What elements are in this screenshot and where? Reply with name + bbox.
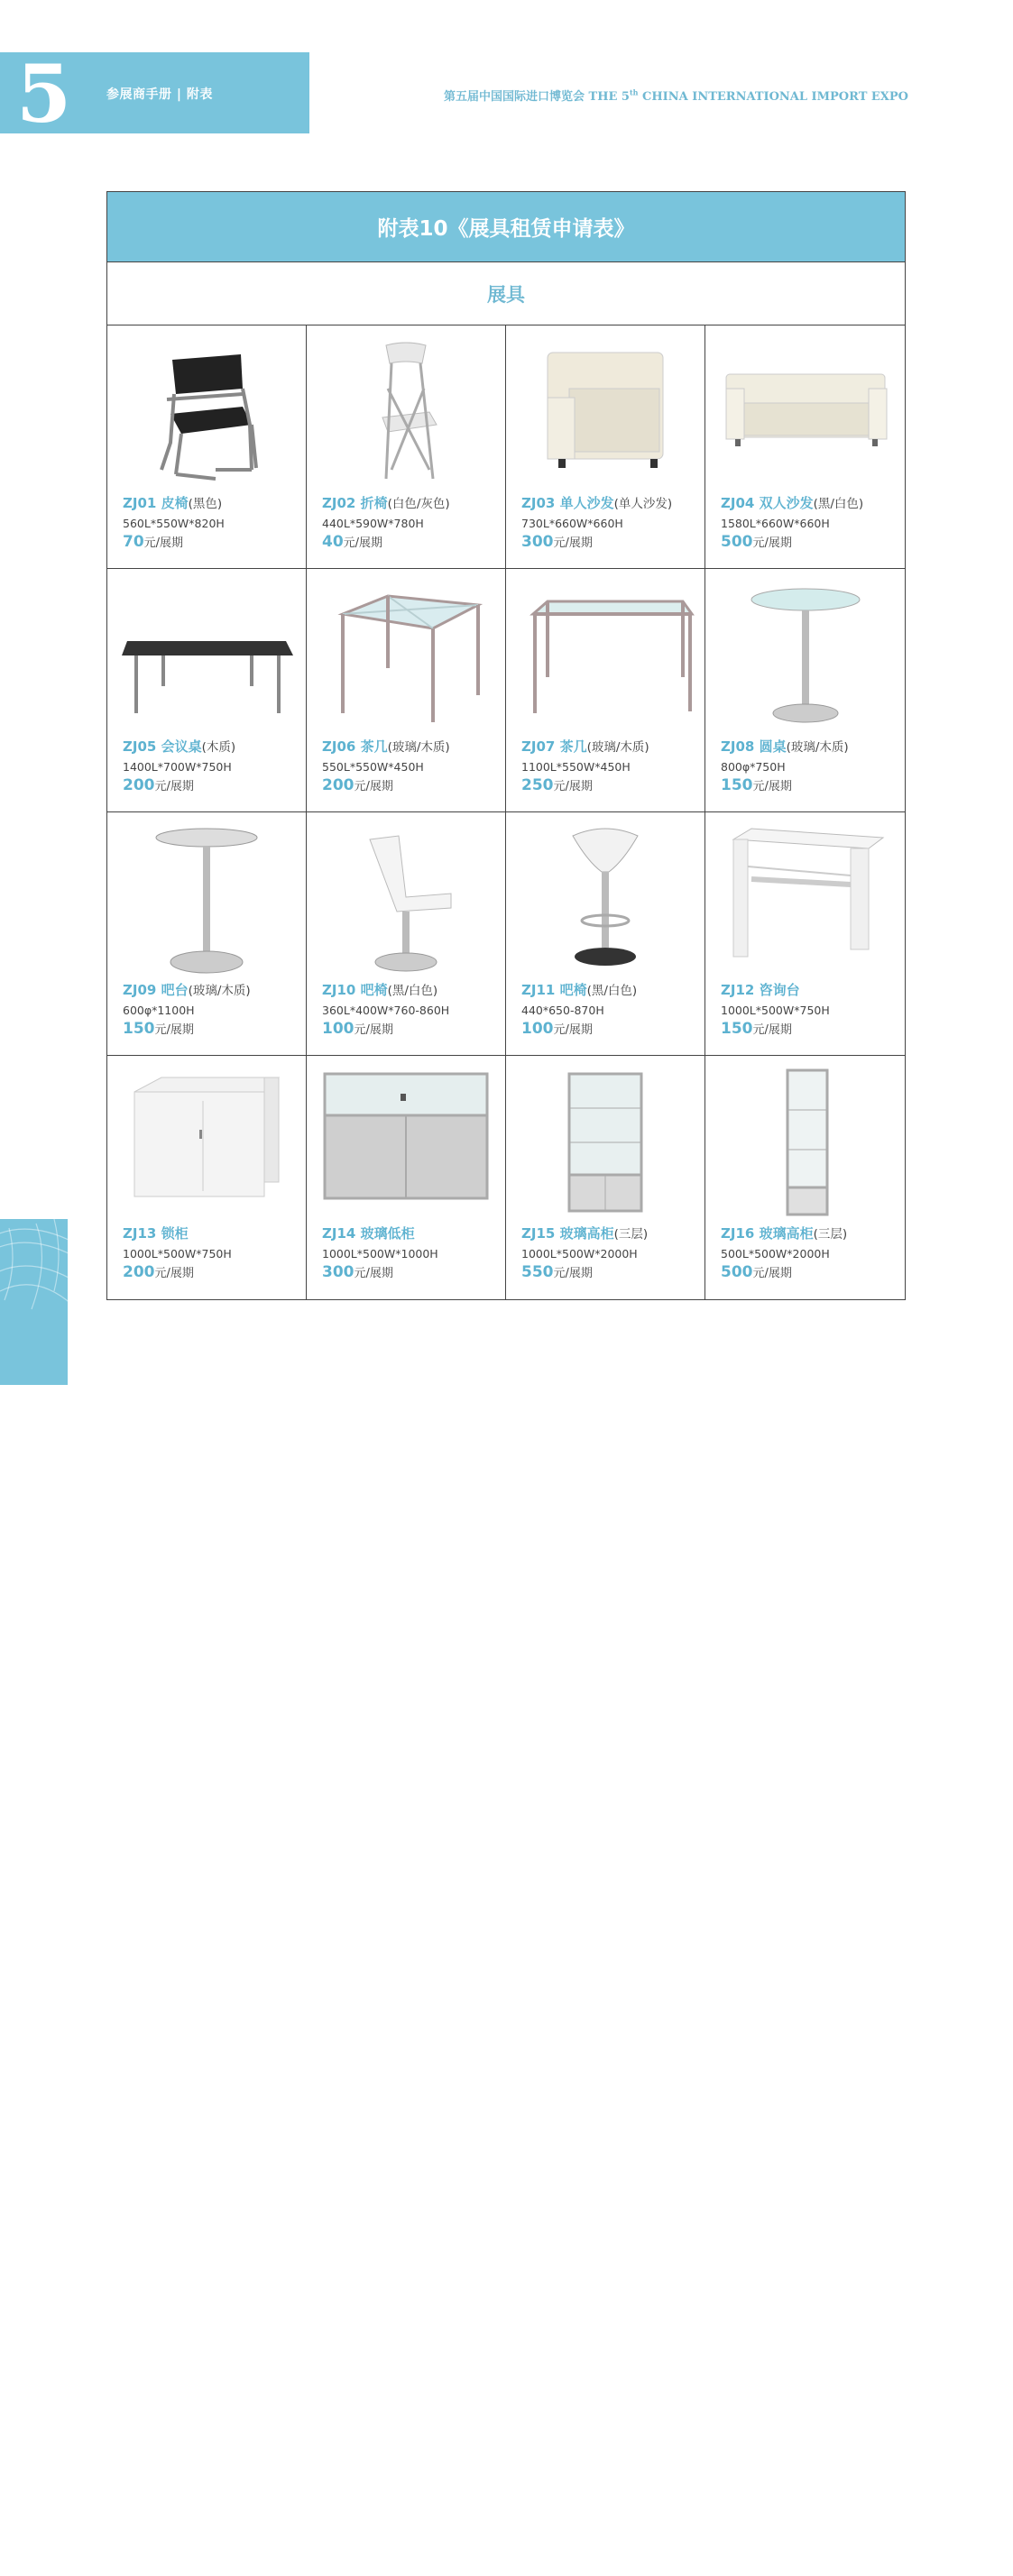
item-name (123, 737, 302, 756)
item-spec: 550L*550W*450H (322, 760, 424, 774)
item-spec: 440L*590W*780H (322, 517, 424, 530)
item-code: ZJ13 (123, 1225, 157, 1242)
item-price (123, 776, 302, 794)
item-price (721, 533, 901, 551)
item-name (322, 980, 502, 999)
item-name (521, 493, 701, 512)
expo-title: 第五届中国国际进口博览会 THE 5th CHINA INTERNATIONAL IMPORT EXPO (444, 87, 908, 104)
item-caption (322, 737, 502, 794)
item-spec: 1580L*660W*660H (721, 517, 830, 530)
item-caption (322, 1224, 502, 1281)
item-note: (黑/白色) (586, 984, 638, 998)
item-code: ZJ11 (521, 982, 556, 998)
page-number: 156 (27, 2562, 51, 2576)
low-showcase-icon (316, 1065, 496, 1218)
chair-icon (116, 335, 297, 488)
form-title: 附表10《展具租赁申请表》 (107, 192, 905, 262)
item-note: (三层) (613, 1227, 649, 1242)
rental-form-table (106, 191, 906, 1300)
section-heading: 展具 (107, 262, 905, 325)
price-unit: 元/展期 (354, 1023, 393, 1037)
item-caption (123, 493, 302, 551)
item-caption (521, 980, 701, 1038)
price-value: 150 (721, 1020, 753, 1038)
item-title: 皮椅 (161, 495, 189, 511)
item-note: (木质) (201, 740, 236, 755)
item-code: ZJ08 (721, 738, 755, 755)
item-spec: 1400L*700W*750H (123, 760, 232, 774)
item-code: ZJ16 (721, 1225, 755, 1242)
price-unit: 元/展期 (354, 780, 393, 793)
price-value: 200 (322, 776, 355, 794)
item-code: ZJ03 (521, 495, 556, 511)
item-note: (玻璃/木质) (188, 984, 251, 998)
item-name (721, 980, 901, 999)
leaf-pattern-icon (0, 1219, 68, 1385)
item-note: (玻璃/木质) (786, 740, 849, 755)
price-value: 70 (123, 533, 144, 551)
item-cell (307, 1056, 506, 1299)
item-price (721, 776, 901, 794)
long-glass-table-icon (515, 578, 695, 731)
item-spec: 440*650-870H (521, 1004, 604, 1017)
item-cell (107, 325, 307, 569)
item-price (721, 1263, 901, 1281)
price-value: 500 (721, 1263, 753, 1281)
item-name (123, 493, 302, 512)
item-name (721, 493, 901, 512)
price-value: 150 (123, 1020, 155, 1038)
folding-chair-icon (316, 335, 496, 488)
item-note: (单人沙发) (613, 497, 673, 511)
header-banner (0, 47, 309, 141)
product-image (116, 576, 297, 733)
item-caption (521, 1224, 701, 1281)
item-name (521, 980, 701, 999)
price-value: 300 (521, 533, 554, 551)
price-unit: 元/展期 (752, 780, 792, 793)
item-note: (玻璃/木质) (586, 740, 649, 755)
item-title: 双人沙发 (759, 495, 814, 511)
item-caption (123, 737, 302, 794)
item-code: ZJ04 (721, 495, 755, 511)
item-title: 会议桌 (161, 738, 202, 755)
info-desk-icon (715, 821, 896, 975)
price-unit: 元/展期 (354, 1267, 393, 1280)
item-title: 吧台 (161, 982, 189, 998)
item-code: ZJ14 (322, 1225, 356, 1242)
item-cell (107, 812, 307, 1056)
item-spec: 500L*500W*2000H (721, 1247, 830, 1260)
item-caption (721, 1224, 901, 1281)
item-price (322, 533, 502, 551)
item-note: (黑色) (188, 497, 223, 511)
price-value: 100 (322, 1020, 355, 1038)
item-spec: 800φ*750H (721, 760, 786, 774)
price-value: 300 (322, 1263, 355, 1281)
item-title: 茶几 (360, 738, 388, 755)
item-spec: 1000L*500W*1000H (322, 1247, 438, 1260)
item-title: 玻璃高柜 (559, 1225, 614, 1242)
item-title: 咨询台 (759, 982, 800, 998)
price-unit: 元/展期 (343, 536, 383, 550)
handbook-title: 参展商手册 | 附表 (106, 87, 213, 102)
expo-logo: 5 (16, 47, 72, 141)
price-value: 550 (521, 1263, 554, 1281)
sofa-icon (715, 335, 896, 488)
price-unit: 元/展期 (553, 536, 593, 550)
item-cell (307, 325, 506, 569)
item-cell (506, 812, 705, 1056)
price-unit: 元/展期 (553, 780, 593, 793)
narrow-showcase-icon (715, 1065, 896, 1218)
item-code: ZJ02 (322, 495, 356, 511)
item-price (123, 1263, 302, 1281)
item-price (521, 533, 701, 551)
product-image (714, 576, 896, 733)
item-title: 茶几 (559, 738, 587, 755)
price-value: 40 (322, 533, 344, 551)
price-unit: 元/展期 (752, 1023, 792, 1037)
item-cell (705, 812, 905, 1056)
item-title: 圆桌 (759, 738, 787, 755)
price-value: 250 (521, 776, 554, 794)
item-spec: 1000L*500W*750H (123, 1247, 232, 1260)
price-value: 500 (721, 533, 753, 551)
price-value: 200 (123, 1263, 155, 1281)
item-note: (玻璃/木质) (387, 740, 450, 755)
item-code: ZJ06 (322, 738, 356, 755)
product-image (316, 576, 496, 733)
price-unit: 元/展期 (553, 1023, 593, 1037)
items-grid (107, 325, 905, 1299)
item-price (123, 533, 302, 551)
item-title: 吧椅 (559, 982, 587, 998)
item-caption (123, 980, 302, 1038)
price-unit: 元/展期 (752, 536, 792, 550)
item-price (322, 776, 502, 794)
item-note: (黑/白色) (387, 984, 438, 998)
item-code: ZJ05 (123, 738, 157, 755)
item-code: ZJ10 (322, 982, 356, 998)
item-note: (三层) (813, 1227, 848, 1242)
item-title: 锁柜 (161, 1225, 189, 1242)
item-name (322, 737, 502, 756)
footer-decoration (0, 1219, 68, 2576)
item-code: ZJ07 (521, 738, 556, 755)
item-caption (521, 737, 701, 794)
item-title: 单人沙发 (559, 495, 614, 511)
product-image (116, 820, 297, 976)
item-name (123, 1224, 302, 1242)
price-unit: 元/展期 (154, 1023, 194, 1037)
item-title: 玻璃高柜 (759, 1225, 814, 1242)
lock-cabinet-icon (116, 1065, 297, 1218)
item-caption (322, 980, 502, 1038)
item-code: ZJ01 (123, 495, 157, 511)
item-price (721, 1020, 901, 1038)
item-name (123, 980, 302, 999)
product-image (316, 1063, 496, 1220)
product-image (515, 820, 695, 976)
item-cell (307, 812, 506, 1056)
item-spec: 600φ*1100H (123, 1004, 195, 1017)
product-image (116, 1063, 297, 1220)
price-unit: 元/展期 (553, 1267, 593, 1280)
item-price (322, 1020, 502, 1038)
item-caption (721, 493, 901, 551)
item-price (521, 1020, 701, 1038)
item-price (322, 1263, 502, 1281)
item-cell (705, 1056, 905, 1299)
product-image (714, 1063, 896, 1220)
product-image (714, 820, 896, 976)
price-value: 150 (721, 776, 753, 794)
item-caption (322, 493, 502, 551)
tall-showcase-icon (515, 1065, 695, 1218)
price-value: 200 (123, 776, 155, 794)
item-title: 玻璃低柜 (360, 1225, 415, 1242)
square-glass-table-icon (316, 578, 496, 731)
product-image (515, 576, 695, 733)
item-spec: 560L*550W*820H (123, 517, 225, 530)
product-image (714, 333, 896, 490)
price-unit: 元/展期 (154, 780, 194, 793)
item-name (322, 1224, 502, 1242)
meeting-table-icon (116, 578, 297, 731)
bar-table-icon (116, 821, 297, 975)
item-spec: 1100L*550W*450H (521, 760, 631, 774)
price-value: 100 (521, 1020, 554, 1038)
item-name (521, 1224, 701, 1242)
product-image (515, 333, 695, 490)
item-code: ZJ12 (721, 982, 755, 998)
item-cell (107, 569, 307, 812)
item-price (521, 1263, 701, 1281)
item-cell (506, 1056, 705, 1299)
item-name (721, 737, 901, 756)
product-image (316, 333, 496, 490)
tulip-stool-icon (515, 821, 695, 975)
item-spec: 360L*400W*760-860H (322, 1004, 450, 1017)
item-name (521, 737, 701, 756)
round-table-icon (715, 578, 896, 731)
item-spec: 1000L*500W*750H (721, 1004, 830, 1017)
item-caption (521, 493, 701, 551)
item-name (721, 1224, 901, 1242)
item-caption (721, 737, 901, 794)
product-image (116, 333, 297, 490)
item-caption (123, 1224, 302, 1281)
item-price (123, 1020, 302, 1038)
item-code: ZJ09 (123, 982, 157, 998)
armchair-icon (515, 335, 695, 488)
item-name (322, 493, 502, 512)
product-image (316, 820, 496, 976)
item-spec: 1000L*500W*2000H (521, 1247, 638, 1260)
product-image (515, 1063, 695, 1220)
item-cell (307, 569, 506, 812)
item-cell (506, 569, 705, 812)
item-spec: 730L*660W*660H (521, 517, 623, 530)
item-title: 吧椅 (360, 982, 388, 998)
price-unit: 元/展期 (154, 1267, 194, 1280)
item-note: (黑/白色) (813, 497, 864, 511)
item-cell (506, 325, 705, 569)
item-price (521, 776, 701, 794)
item-cell (705, 569, 905, 812)
price-unit: 元/展期 (752, 1267, 792, 1280)
bar-stool-icon (316, 821, 496, 975)
item-note: (白色/灰色) (387, 497, 450, 511)
item-code: ZJ15 (521, 1225, 556, 1242)
item-caption (721, 980, 901, 1038)
item-cell (705, 325, 905, 569)
price-unit: 元/展期 (143, 536, 184, 550)
item-title: 折椅 (360, 495, 388, 511)
item-cell (107, 1056, 307, 1299)
